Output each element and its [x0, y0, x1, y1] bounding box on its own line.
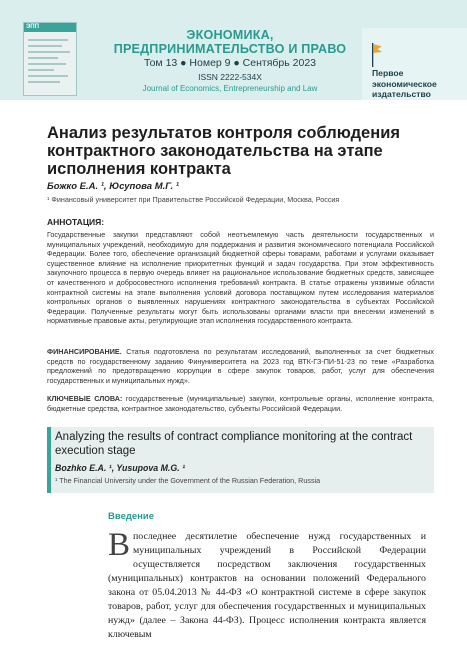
journal-issn: ISSN 2222-534X	[198, 72, 262, 82]
journal-title-en: Journal of Economics, Entrepreneurship and Law	[142, 84, 318, 93]
english-title: Analyzing the results of contract compliance monitoring at the contract execution stage	[55, 431, 413, 457]
publisher-block	[362, 28, 467, 100]
journal-header	[0, 0, 467, 100]
journal-cover-thumbnail	[23, 22, 77, 96]
funding-paragraph	[47, 347, 434, 385]
article-affiliation: ¹ Финансовый университет при Правительстве Российской Федерации, Москва, Россия	[47, 195, 340, 204]
intro-body	[108, 527, 426, 642]
cover-title: ЭПП	[26, 24, 39, 30]
funding-text: Статья подготовлена по результатам исследований, выполненных за счет бюджетных средств по государственному заданию Финуниверситета на 2023 год ВТК-ГЗ-ПИ-51-23 по теме «Разработка предложений по предотвращению коррупции в сфере закупок товаров, работ, услуг для обеспечения государственных и муниципальных нужд».	[47, 347, 434, 385]
funding-label: ФИНАНСИРОВАНИЕ.	[47, 347, 122, 356]
article-authors: Божко Е.А. ¹, Юсупова М.Г. ¹	[47, 181, 179, 192]
publisher-name: Первое экономическое издательство	[372, 68, 437, 99]
flag-icon	[372, 43, 382, 67]
drop-cap: В	[108, 527, 131, 563]
abstract-heading: АННОТАЦИЯ:	[47, 217, 105, 227]
abstract-text: Государственные закупки представляют собой неотъемлемую часть деятельности государственных и муниципальных учреждений, необходимую для поддержания и развития экономического потенциала Российской Федерации. Более того, обеспечение организаций бюджетной сферы товарами, работами и услугами оказывает существенное влияние на исполнение приоритетных функций и задач государства. При этом эффективность закупочного процесса в первую очередь влияет на рациональное использование бюджетных средств, зависящее от качественного и добросовестного исполнения требований контракта. В статье отражены уязвимые области контрактной системы на этапе выполнения условий договора поставщиком путем исследования материалов контрольных органов о выявленных нарушениях контрактного законодательства в субъектах Российской Федерации. Полученные результаты могут быть использованы органами власти при внесении изменений в нормативные правовые акты, регулирующие этап исполнения государственного контракта.	[47, 230, 434, 326]
intro-text: последнее десятилетие обеспечение нужд государственных и муниципальных учреждений в Российской Федерации осуществляется посредством заключения государственных (муниципальных) контрактов на основании положений Федерального закона от 05.04.2013 № 44-ФЗ «О контрактной системе в сфере закупок товаров, работ, услуг для обеспечения государственных и муниципальных нужд» (далее – Закона 44-ФЗ). Процесс исполнения контракта является ключевым	[108, 531, 426, 640]
keywords-label: КЛЮЧЕВЫЕ СЛОВА:	[47, 394, 123, 403]
english-summary-box	[47, 427, 434, 493]
keywords-paragraph	[47, 394, 434, 413]
keywords-text: государственные (муниципальные) закупки, контрольные органы, исполнение контракта, бюджетные средства, контрактное законодательство, субъекты Российской Федерации.	[47, 394, 435, 413]
english-affiliation: ¹ The Financial University under the Government of the Russian Federation, Russia	[55, 476, 321, 485]
journal-issue: Том 13 ● Номер 9 ● Сентябрь 2023	[144, 57, 316, 69]
article-title: Анализ результатов контроля соблюдения контрактного законодательства на этапе исполнения контракта	[47, 124, 400, 178]
english-authors: Bozhko E.A. ¹, Yusupova M.G. ¹	[55, 463, 186, 473]
intro-heading: Введение	[108, 511, 155, 522]
accent-bar	[47, 427, 51, 493]
journal-title: ЭКОНОМИКА, ПРЕДПРИНИМАТЕЛЬСТВО И ПРАВО	[113, 28, 347, 56]
